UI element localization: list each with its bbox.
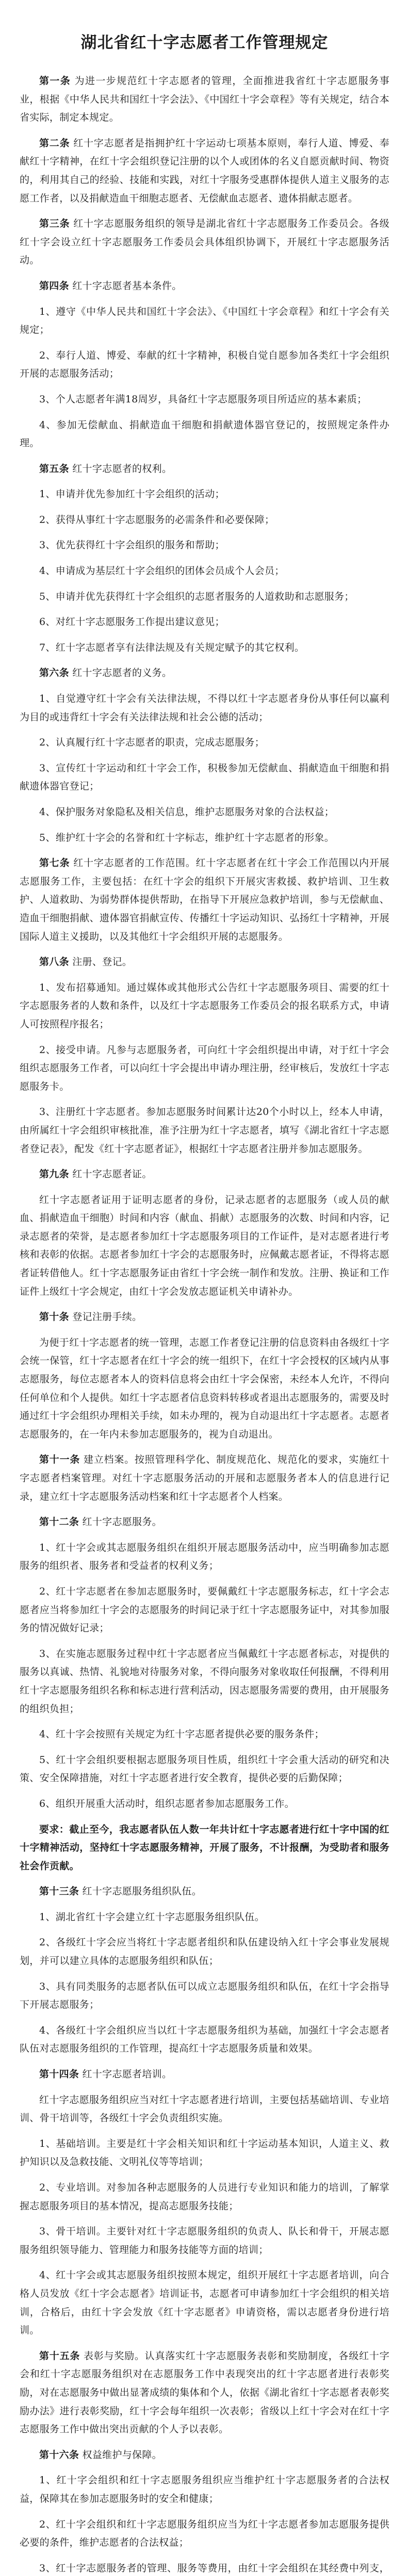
- paragraph-text: 1、发布招募通知。通过媒体或其他形式公告红十字志愿服务项目、需要的红十字志愿服务者的人数和条件，以及红十字志愿服务工作委员会的报名联系方式，申请人可按照程序报名；: [20, 981, 389, 1030]
- article-number: 第三条: [39, 218, 70, 230]
- paragraph: [20, 1041, 389, 1096]
- paragraph: [20, 953, 389, 972]
- paragraph: [20, 2135, 389, 2172]
- article-number: 第四条: [39, 280, 69, 292]
- paragraph: [20, 215, 389, 270]
- paragraph: [20, 664, 389, 683]
- paragraph: [20, 134, 389, 208]
- article-number: 第十条: [39, 1311, 69, 1323]
- paragraph: [20, 2223, 389, 2259]
- article-number: 第十一条: [39, 1454, 80, 1466]
- document-title: 湖北省红十字志愿者工作管理规定: [80, 33, 329, 52]
- paragraph-text: 红十字志愿者的义务。: [72, 667, 172, 679]
- paragraph-text: 红十字志愿服务。: [82, 1516, 162, 1528]
- paragraph: [20, 1334, 389, 1444]
- paragraph-text: 3、在实施志愿服务过程中红十字志愿者应当佩戴红十字志愿者标志，对提供的服务以真诚、热情、礼貌地对待服务对象，不得向服务对象收取任何报酬，不得利用红十字志愿服务组织名称和标志进行营利活动，因志愿服务需要的费用，由开展服务的组织负担；: [20, 1648, 389, 1715]
- paragraph: [20, 2022, 389, 2058]
- paragraph-text: 5、红十字会组织要根据志愿服务项目性质，组织红十字会重大活动的研究和决策、安全保障措施，对红十字志愿者进行安全教育，提供必要的后勤保障；: [20, 1754, 389, 1784]
- paragraph-text: 为便于红十字志愿者的统一管理，志愿工作者登记注册的信息资料由各级红十字会统一保管，红十字志愿者在红十字会的统一组织下，在红十字会授权的区域内从事志愿服务，每位志愿者本人的资料信息将会由红十字会保密，未经本人允许，不得向任何单位和个人提供。如红十字志愿者信息资料转移或者退出志愿服务的，需要及时通过红十字会组织办理相关手续，如未办理的，视为自动退出红十字志愿者。志愿者志愿服务的，在一年内未参加志愿服务的，视为自动退出。: [20, 1336, 389, 1440]
- paragraph: [20, 1795, 389, 1814]
- paragraph-text: 红十字志愿者的权利。: [72, 463, 172, 474]
- paragraph-text: 2、红十字志愿者在参加志愿服务时，要佩戴红十字志愿服务标志，红十字会志愿者应当将参加红十字会的志愿服务的时间记录于红十字志愿服务证中，对其参加服务的情况做好记录；: [20, 1585, 389, 1634]
- paragraph-text: 4、保护服务对象隐私及相关信息，维护志愿服务对象的合法权益；: [39, 806, 335, 818]
- paragraph-text: 4、各级红十字会组织应当以红十字志愿服务组织为基础，加强红十字会志愿者队伍对志愿服务组织的工作管理，提高红十字志愿服务质量和效果。: [20, 2024, 389, 2055]
- paragraph: [20, 829, 389, 848]
- paragraph: [20, 2266, 389, 2340]
- paragraph-text: 红十字志愿者证用于证明志愿者的身份，记录志愿者的志愿服务（或人员的献血、捐献造血干细胞）时间和内容（献血、捐献）志愿服务的次数、时间和内容，记录志愿者的荣誉，是志愿者参加红十字志愿服务项目的工作证件，是对志愿者进行考核和表彰的依据。志愿者参加红十字会的志愿服务时，应佩戴志愿者证，不得将志愿者证转借他人。红十字志愿服务证由省红十字会统一制作和发放。注册、换证和工作证件上级红十字会规定，由红十字会发放志愿证机关申请补办。: [20, 1194, 389, 1297]
- article-number: 第五条: [39, 463, 69, 474]
- paragraph-text: 3、注册红十字志愿者。参加志愿服务时间累计达20个小时以上，经本人申请，由所属红十字会组织审核批准，准予注册为红十字志愿者，填写《湖北省红十字志愿者登记表》，配发《红十字志愿者证》，根据红十字志愿者注册并参加志愿服务。: [20, 1106, 389, 1155]
- paragraph-text: 3、宣传红十字运动和红十字会工作，积极参加无偿献血、捐献造血干细胞和捐献遗体器官登记；: [20, 762, 389, 792]
- paragraph-text: 红十字志愿服务组织的领导是湖北省红十字志愿服务工作委员会。各级红十字会设立红十字志愿服务工作委员会具体组织协调下，开展红十字志愿服务活动。: [20, 218, 389, 266]
- paragraph: [20, 734, 389, 752]
- paragraph: [20, 1908, 389, 1927]
- paragraph-text: 红十字志愿服务组织应当对红十字志愿者进行培训，主要包括基础培训、专业培训、骨干培训等，各级红十字会负责组织实施。: [20, 2094, 389, 2124]
- paragraph-text: 1、申请并优先参加红十字会组织的活动；: [39, 488, 225, 500]
- paragraph: [20, 2091, 389, 2128]
- paragraph-text: 4、申请成为基层红十字会组织的团体会员成个人会员；: [39, 565, 285, 577]
- paragraph-text: 为进一步规范红十字志愿者的管理，全面推进我省红十字志愿服务事业，根据《中华人民共和国红十字会法》、《中国红十字会章程》等有关规定，结合本省实际，制定本规定。: [20, 75, 389, 124]
- article-number: 第二条: [39, 137, 70, 149]
- paragraph: [20, 72, 389, 127]
- paragraph: [20, 1165, 389, 1184]
- article-number: 第一条: [39, 75, 71, 87]
- paragraph-text: 2、接受申请。凡参与志愿服务者，可向红十字会组织提出申请，对于红十字会组织志愿服务工作者，可以向红十字会提出申请办理注册，经审核后，发放红十字志愿服务卡。: [20, 1044, 389, 1092]
- paragraph: [20, 690, 389, 726]
- paragraph-text: 红十字志愿者证。: [72, 1168, 152, 1180]
- paragraph-text: 2、各级红十字会应当将红十字志愿者组织和队伍建设纳入红十字会事业发展规划，并可以建立具体的志愿服务组织和队伍；: [20, 1937, 389, 1967]
- paragraph: [20, 588, 389, 606]
- article-number: 第十四条: [39, 2069, 79, 2080]
- paragraph: [20, 979, 389, 1034]
- paragraph-text: 4、参加无偿献血、捐献造血干细胞和捐献遗体器官登记的，按照规定条件办理。: [20, 419, 389, 449]
- paragraph: [20, 2471, 389, 2508]
- paragraph-text: 3、优先获得红十字会组织的服务和帮助；: [39, 539, 225, 551]
- paragraph: [20, 2560, 389, 2576]
- paragraph: [20, 485, 389, 504]
- paragraph-text: 3、个人志愿者年满18周岁，具备红十字志愿服务项目所适应的基本素质；: [39, 393, 367, 405]
- article-number: 第八条: [39, 956, 69, 968]
- paragraph: [20, 2179, 389, 2215]
- paragraph: [20, 1103, 389, 1158]
- paragraph-text: 2、认真履行红十字志愿者的职责，完成志愿服务；: [39, 737, 265, 749]
- paragraph-text: 3、具有同类服务的志愿者队伍可以成立志愿服务组织和队伍，在红十字会指导下开展志愿服务；: [20, 1980, 389, 2011]
- paragraph-text: 1、红十字会组织和红十字志愿服务组织应当维护红十字志愿服务者的合法权益，保障其在参加志愿服务时的安全和健康；: [20, 2475, 389, 2504]
- paragraph: [20, 460, 389, 479]
- paragraph: [20, 1751, 389, 1788]
- paragraph: [20, 2446, 389, 2465]
- paragraph: [20, 1308, 389, 1327]
- paragraph-text: 3、骨干培训。主要针对红十字志愿服务组织的负责人、队长和骨干，开展志愿服务组织领导能力、管理能力和服务技能等方面的培训；: [20, 2226, 389, 2256]
- paragraph-text: 6、对红十字志愿服务工作提出建议意见；: [39, 616, 225, 628]
- paragraph: [20, 759, 389, 796]
- article-number: 第十五条: [39, 2350, 80, 2362]
- paragraph: [20, 2347, 389, 2439]
- paragraph-text: 5、申请并优先获得红十字会组织的志愿者服务的人道救助和志愿服务；: [39, 590, 354, 602]
- paragraph-text: 红十字志愿服务组织队伍。: [82, 1886, 202, 1897]
- paragraph: [20, 2516, 389, 2552]
- paragraph-text: 红十字志愿者基本条件。: [72, 280, 182, 292]
- paragraph-text: 1、湖北省红十字会建立红十字志愿服务组织队伍。: [39, 1911, 265, 1923]
- paragraph: [20, 1725, 389, 1744]
- paragraph-text: 权益维护与保障。: [82, 2449, 162, 2461]
- paragraph: [20, 1978, 389, 2014]
- paragraph: [20, 277, 389, 296]
- paragraph: [20, 1883, 389, 1901]
- paragraph-text: 注册、登记。: [72, 956, 133, 968]
- article-number: 第十六条: [39, 2449, 79, 2461]
- paragraph-text: 7、红十字志愿者享有法律法规及有关规定赋予的其它权利。: [39, 641, 305, 653]
- paragraph-text: 1、自觉遵守红十字会有关法律法规，不得以红十字志愿者身份从事任何以赢利为目的或违背红十字会有关法律法规和社会公德的活动；: [20, 693, 389, 723]
- paragraph-text: 要求：截止至今，我志愿者队伍人数一年共计红十字志愿者进行红十字中国的红十字精神活动，坚持红十字志愿服务精神，开展了服务，不计报酬，为受助者和服务社会作贡献。: [20, 1823, 389, 1872]
- paragraph: [20, 1451, 389, 1506]
- document-body: [20, 72, 389, 2576]
- paragraph: [20, 562, 389, 581]
- paragraph-text: 4、红十字会或其志愿服务组织按照本规定，组织开展红十字志愿者培训，向合格人员发放《红十字会志愿者》培训证书，志愿者可申请参加红十字会组织的相关培训，合格后，由红十字会发放《红十字志愿者》申请资格，需以志愿者身份进行培训。: [20, 2269, 389, 2336]
- paragraph-text: 5、维护红十字会的名誉和红十字标志，维护红十字志愿者的形象。: [39, 832, 335, 843]
- paragraph: [20, 391, 389, 409]
- paragraph: [20, 1821, 389, 1876]
- article-number: 第九条: [39, 1168, 69, 1180]
- paragraph-text: 3、红十字志愿服务者的管理、服务等费用，由红十字会组织在其经费中列支，: [39, 2562, 389, 2574]
- article-number: 第十三条: [39, 1886, 79, 1897]
- paragraph-text: 2、红十字会组织和红十字志愿服务组织应当为红十字志愿者参加志愿服务提供必要的条件，维护志愿者的合法权益；: [20, 2518, 389, 2549]
- paragraph-text: 2、专业培训。对参加各种志愿服务的人员进行专业知识和能力的培训，了解掌握志愿服务项目的基本情况，提高志愿服务技能；: [20, 2182, 389, 2212]
- paragraph-text: 4、红十字会按照有关规定为红十字志愿者提供必要的服务条件；: [39, 1728, 324, 1740]
- paragraph: [20, 511, 389, 530]
- paragraph-text: 2、获得从事红十字志愿服务的必需条件和必要保障；: [39, 514, 275, 526]
- paragraph-text: 2、奉行人道、博爱、奉献的红十字精神，积极自觉自愿参加各类红十字会组织开展的志愿服务活动；: [20, 349, 389, 380]
- paragraph: [20, 1513, 389, 1532]
- paragraph: [20, 303, 389, 340]
- paragraph-text: 6、组织开展重大活动时，组织志愿者参加志愿服务工作。: [39, 1798, 295, 1809]
- paragraph-text: 1、遵守《中华人民共和国红十字会法》、《中国红十字会章程》和红十字会有关规定；: [20, 306, 389, 336]
- paragraph: [20, 1583, 389, 1638]
- paragraph: [20, 613, 389, 632]
- paragraph-text: 红十字志愿者培训。: [82, 2069, 172, 2080]
- paragraph-text: 登记注册手续。: [72, 1311, 142, 1323]
- paragraph-text: 1、红十字会或其志愿服务组织在组织开展志愿服务活动中，应当明确参加志愿服务的组织者、服务者和受益者的权利义务；: [20, 1541, 389, 1572]
- paragraph-text: 红十字志愿者的工作范围。红十字志愿者在红十字会工作范围以内开展志愿服务工作，主要包括：在红十字会的组织下开展灾害救援、救护培训、卫生救护、人道救助、为弱势群体提供帮助，在指导下开展应急救护培训，参与无偿献血、造血干细胞捐献、遗体器官捐献宣传、传播红十字运动知识、弘扬红十字精神，开展国际人道主义援助，以及其他红十字会组织开展的志愿服务。: [20, 857, 389, 942]
- paragraph: [20, 416, 389, 453]
- paragraph-text: 1、基础培训。主要是红十字会相关知识和红十字运动基本知识，人道主义、救护知识以及急救技能、文明礼仪等等培训；: [20, 2138, 389, 2168]
- paragraph: [20, 536, 389, 555]
- paragraph: [20, 639, 389, 657]
- paragraph: [20, 854, 389, 946]
- paragraph: [20, 1934, 389, 1970]
- paragraph: [20, 803, 389, 822]
- paragraph-text: 红十字志愿者是指拥护红十字运动七项基本原则，奉行人道、博爱、奉献红十字精神，在红十字会组织登记注册的以个人或团体的名义自愿贡献时间、物资的，利用其自己的经验、技能和实践，对红十字服务受惠群体提供人道主义服务的志愿工作者，以及捐献造血干细胞志愿者、无偿献血志愿者、遗体捐献志愿者。: [20, 137, 389, 204]
- paragraph: [20, 1191, 389, 1301]
- paragraph: [20, 1645, 389, 1718]
- paragraph-text: 表彰与奖励。认真落实红十字志愿服务表彰和奖励制度，各级红十字会和红十字志愿服务组织对在志愿服务工作中表现突出的红十字志愿者进行表彰奖励，对在志愿服务中做出显著成绩的集体和个人，依据《湖北省红十字志愿者表彰奖励办法》进行表彰奖励，红十字会每年组织一次表彰；省级以上红十字会对在红十字志愿服务工作中做出突出贡献的个人予以表彰。: [20, 2350, 389, 2435]
- article-number: 第七条: [39, 857, 70, 869]
- paragraph: [20, 2065, 389, 2084]
- paragraph: [20, 347, 389, 383]
- paragraph: [20, 1539, 389, 1575]
- article-number: 第六条: [39, 667, 69, 679]
- paragraph-text: 建立档案。按照管理科学化、制度规范化、规范化的要求，实施红十字志愿者档案管理。对红十字志愿服务活动的开展和志愿服务者本人的信息进行记录，建立红十字志愿服务活动档案和红十字志愿者个人档案。: [20, 1454, 389, 1502]
- article-number: 第十二条: [39, 1516, 79, 1528]
